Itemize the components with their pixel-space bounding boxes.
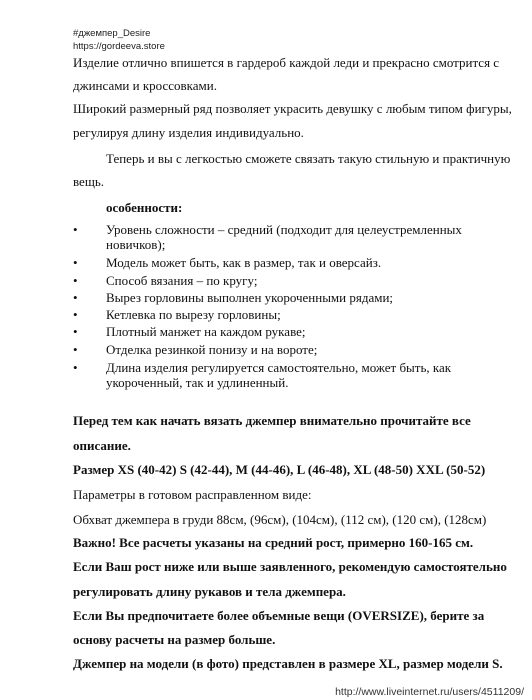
- paragraph-line: Широкий размерный ряд позволяет украсить девушку с любым типом фигуры,: [73, 101, 512, 116]
- bullet: •: [73, 255, 78, 270]
- list-item: Уровень сложности – средний (подходит для целеустремленных: [106, 222, 462, 237]
- list-item: Кетлевка по вырезу горловины;: [106, 307, 281, 322]
- list-item: Отделка резинкой понизу и на вороте;: [106, 342, 318, 357]
- warning-line: описание.: [73, 438, 131, 453]
- warning-line: Перед тем как начать вязать джемпер внимательно прочитайте все: [73, 413, 471, 428]
- features-heading: особенности:: [106, 200, 183, 215]
- bullet: •: [73, 324, 78, 339]
- paragraph-line: Теперь и вы с легкостью сможете связать такую стильную и практичную: [106, 151, 511, 166]
- important-line: Важно! Все расчеты указаны на средний рост, примерно 160-165 см.: [73, 535, 474, 550]
- bullet: •: [73, 290, 78, 305]
- height-note: Если Ваш рост ниже или выше заявленного, рекомендую самостоятельно: [73, 559, 507, 574]
- list-item: Способ вязания – по кругу;: [106, 273, 258, 288]
- list-item: укороченный, так и удлиненный.: [106, 375, 289, 390]
- paragraph-line: регулируя длину изделия индивидуально.: [73, 125, 304, 140]
- list-item: Плотный манжет на каждом рукаве;: [106, 324, 306, 339]
- paragraph-line: вещь.: [73, 174, 105, 189]
- bullet: •: [73, 307, 78, 322]
- sizes-line: Размер XS (40-42) S (42-44), M (44-46), L (46-48), XL (48-50) XXL (50-52): [73, 462, 486, 477]
- oversize-note: Если Вы предпочитаете более объемные вещи (OVERSIZE), берите за: [73, 608, 485, 623]
- model-note: Джемпер на модели (в фото) представлен в размере XL, размер модели S.: [73, 656, 503, 671]
- params-line: Параметры в готовом расправленном виде:: [73, 487, 312, 502]
- height-note: регулировать длину рукавов и тела джемпера.: [73, 584, 346, 599]
- bullet: •: [73, 222, 78, 237]
- paragraph-line: Изделие отлично впишется в гардероб каждой леди и прекрасно смотрится с: [73, 55, 500, 70]
- list-item: Длина изделия регулируется самостоятельно, может быть, как: [106, 360, 452, 375]
- list-item: Модель может быть, как в размер, так и оверсайз.: [106, 255, 382, 270]
- bullet: •: [73, 360, 78, 375]
- paragraph-line: джинсами и кроссовками.: [73, 78, 217, 93]
- watermark-url: http://www.liveinternet.ru/users/4511209/: [335, 686, 524, 698]
- chest-line: Обхват джемпера в груди 88см, (96см), (104см), (112 см), (120 см), (128см): [73, 512, 487, 527]
- hashtag-header: #джемпер_Desire: [73, 28, 151, 39]
- site-link[interactable]: https://gordeeva.store: [73, 41, 165, 52]
- list-item: Вырез горловины выполнен укороченными рядами;: [106, 290, 394, 305]
- list-item: новичков);: [106, 237, 166, 252]
- oversize-note: основу расчеты на размер больше.: [73, 632, 276, 647]
- bullet: •: [73, 273, 78, 288]
- bullet: •: [73, 342, 78, 357]
